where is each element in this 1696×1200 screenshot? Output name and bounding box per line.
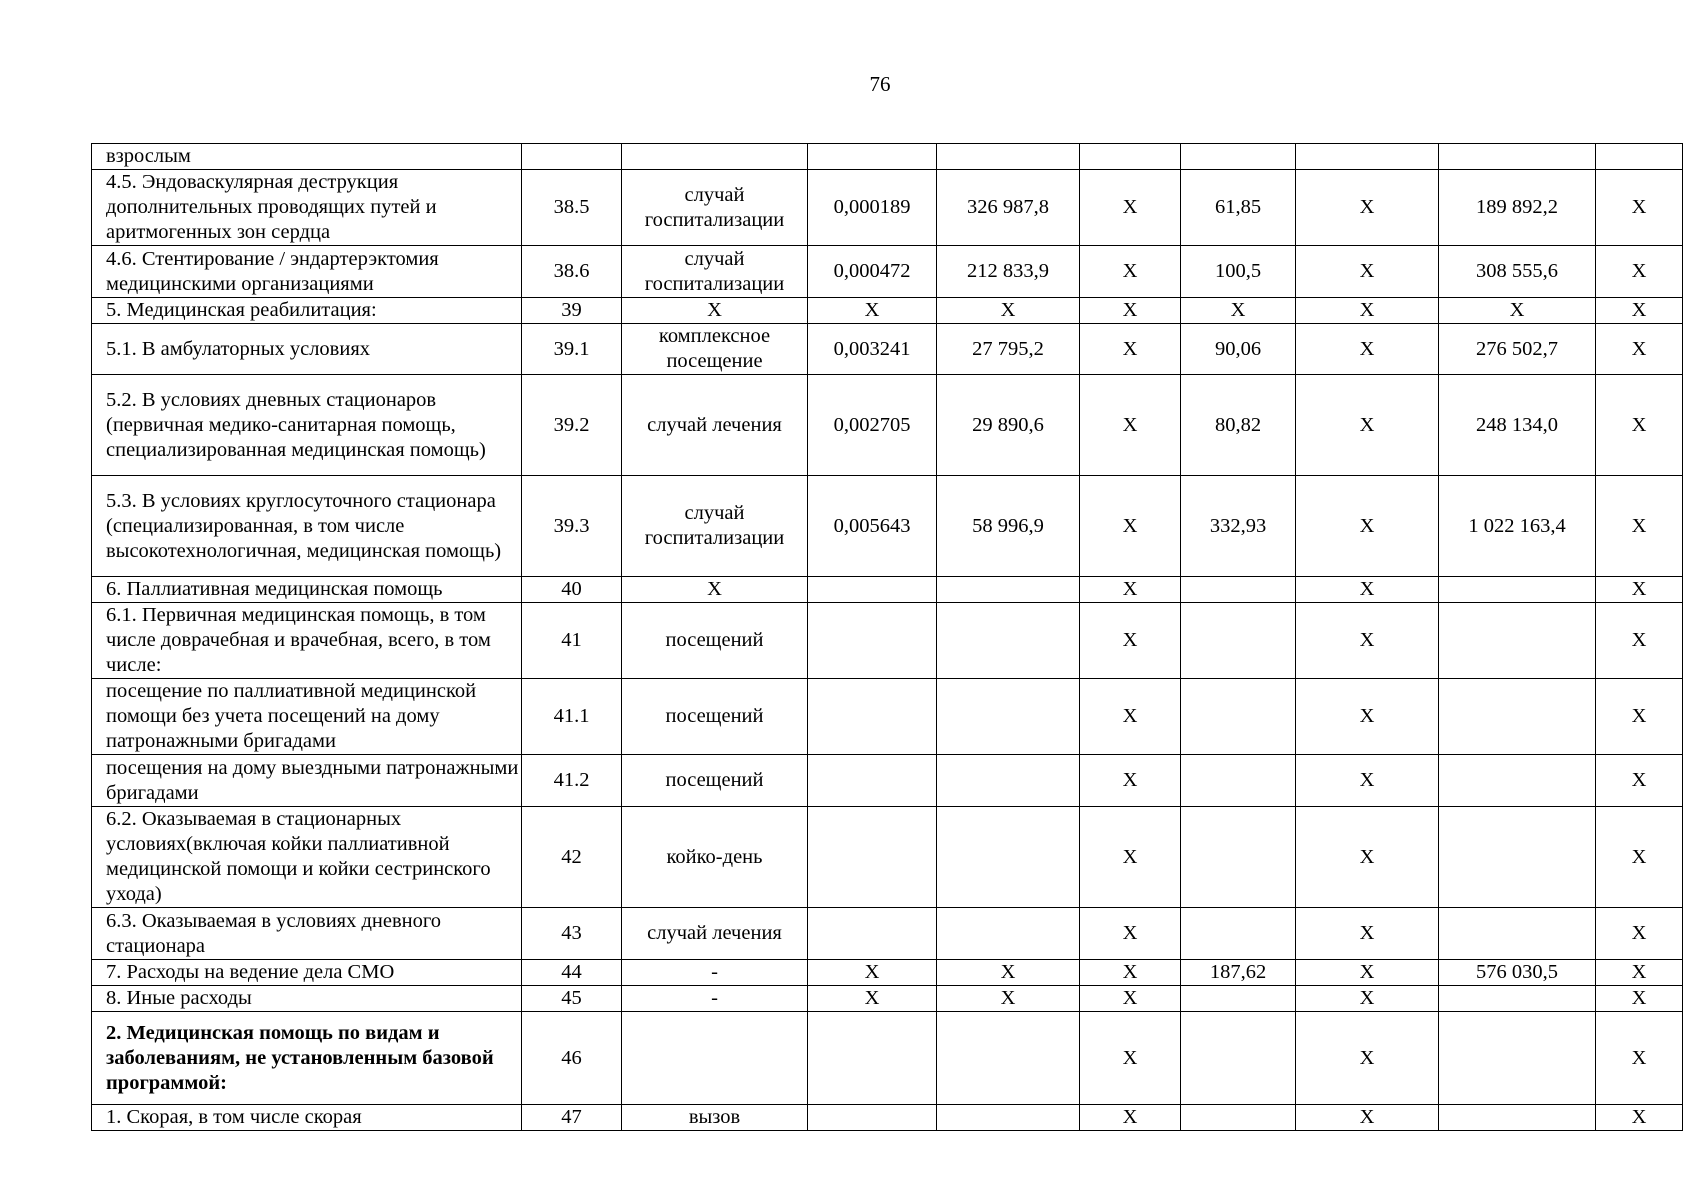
table-cell-col3: X	[622, 577, 808, 603]
table-cell-col9: 1 022 163,4	[1439, 476, 1596, 577]
table-cell-col2: 38.6	[522, 246, 622, 298]
table-cell-col9: 576 030,5	[1439, 960, 1596, 986]
table-cell-col6: X	[1080, 476, 1181, 577]
table-cell-col5	[937, 577, 1080, 603]
table-row	[92, 1105, 1683, 1131]
table-cell-col2: 43	[522, 908, 622, 960]
table-cell-col10	[1596, 144, 1683, 170]
table-row	[92, 1012, 1683, 1105]
table-cell-col5	[937, 807, 1080, 908]
table-cell-col3	[622, 144, 808, 170]
table-cell-col7	[1181, 1105, 1296, 1131]
table-cell-col6: X	[1080, 807, 1181, 908]
row-name-cell: 2. Медицинская помощь по видам и заболеваниям, не установленным базовой программой:	[92, 1012, 522, 1105]
table-cell-col10: X	[1596, 1012, 1683, 1105]
table-cell-col8: X	[1296, 324, 1439, 375]
row-name-cell: 8. Иные расходы	[92, 986, 522, 1012]
table-cell-col4: X	[808, 960, 937, 986]
table-cell-col3: случай госпитализации	[622, 476, 808, 577]
table-cell-col10: X	[1596, 298, 1683, 324]
table-cell-col3: посещений	[622, 603, 808, 679]
table-cell-col8: X	[1296, 375, 1439, 476]
table-cell-col10: X	[1596, 908, 1683, 960]
table-cell-col9	[1439, 144, 1596, 170]
table-cell-col6: X	[1080, 960, 1181, 986]
table-cell-col10: X	[1596, 807, 1683, 908]
table-cell-col5	[937, 755, 1080, 807]
table-cell-col9	[1439, 1012, 1596, 1105]
table-cell-col2	[522, 144, 622, 170]
table-cell-col9: 248 134,0	[1439, 375, 1596, 476]
table-cell-col2: 39	[522, 298, 622, 324]
table-row	[92, 679, 1683, 755]
page-number: 76	[869, 72, 891, 96]
table-row	[92, 298, 1683, 324]
table-cell-col10: X	[1596, 246, 1683, 298]
table-cell-col8: X	[1296, 908, 1439, 960]
table-cell-col5	[937, 144, 1080, 170]
data-table	[91, 143, 1683, 1131]
table-cell-col2: 45	[522, 986, 622, 1012]
table-cell-col7: 80,82	[1181, 375, 1296, 476]
table-cell-col2: 41.1	[522, 679, 622, 755]
table-cell-col7	[1181, 1012, 1296, 1105]
table-row	[92, 577, 1683, 603]
table-cell-col10: X	[1596, 986, 1683, 1012]
table-cell-col8: X	[1296, 679, 1439, 755]
row-name-cell: 7. Расходы на ведение дела СМО	[92, 960, 522, 986]
table-cell-col2: 40	[522, 577, 622, 603]
table-cell-col8: X	[1296, 476, 1439, 577]
table-cell-col3	[622, 1012, 808, 1105]
table-cell-col7	[1181, 807, 1296, 908]
table-cell-col5	[937, 1105, 1080, 1131]
table-cell-col3: -	[622, 960, 808, 986]
table-cell-col7	[1181, 603, 1296, 679]
table-row	[92, 170, 1683, 246]
table-cell-col5: 27 795,2	[937, 324, 1080, 375]
table-cell-col10: X	[1596, 960, 1683, 986]
table-cell-col6: X	[1080, 375, 1181, 476]
table-cell-col5	[937, 1012, 1080, 1105]
table-cell-col7	[1181, 755, 1296, 807]
table-cell-col10: X	[1596, 679, 1683, 755]
table-cell-col5: X	[937, 986, 1080, 1012]
table-cell-col10: X	[1596, 375, 1683, 476]
table-cell-col4: 0,003241	[808, 324, 937, 375]
table-cell-col2: 41.2	[522, 755, 622, 807]
table-body	[92, 144, 1683, 1131]
table-cell-col6: X	[1080, 986, 1181, 1012]
table-cell-col4	[808, 144, 937, 170]
row-name-cell: посещения на дому выездными патронажными бригадами	[92, 755, 522, 807]
table-cell-col8: X	[1296, 1012, 1439, 1105]
table-row	[92, 755, 1683, 807]
table-cell-col9	[1439, 603, 1596, 679]
table-cell-col3: посещений	[622, 755, 808, 807]
row-name-cell: 5.3. В условиях круглосуточного стационара (специализированная, в том числе высокотехнологичная, медицинская помощь)	[92, 476, 522, 577]
table-cell-col6: X	[1080, 170, 1181, 246]
table-cell-col6: X	[1080, 755, 1181, 807]
table-cell-col5: X	[937, 298, 1080, 324]
table-cell-col3: койко-день	[622, 807, 808, 908]
table-cell-col3: случай лечения	[622, 908, 808, 960]
table-cell-col3: X	[622, 298, 808, 324]
table-cell-col8: X	[1296, 170, 1439, 246]
table-cell-col10: X	[1596, 1105, 1683, 1131]
table-cell-col3: посещений	[622, 679, 808, 755]
table-cell-col2: 38.5	[522, 170, 622, 246]
table-cell-col7: 100,5	[1181, 246, 1296, 298]
row-name-cell: 6.3. Оказываемая в условиях дневного стационара	[92, 908, 522, 960]
table-cell-col3: случай госпитализации	[622, 246, 808, 298]
table-cell-col2: 39.2	[522, 375, 622, 476]
table-cell-col7	[1181, 577, 1296, 603]
table-cell-col8: X	[1296, 1105, 1439, 1131]
table-cell-col5: X	[937, 960, 1080, 986]
table-row	[92, 960, 1683, 986]
table-cell-col9	[1439, 986, 1596, 1012]
table-cell-col4: X	[808, 986, 937, 1012]
table-cell-col8: X	[1296, 755, 1439, 807]
table-row	[92, 807, 1683, 908]
table-row	[92, 375, 1683, 476]
table-cell-col4	[808, 908, 937, 960]
table-cell-col3: -	[622, 986, 808, 1012]
row-name-cell: 5. Медицинская реабилитация:	[92, 298, 522, 324]
table-cell-col8: X	[1296, 577, 1439, 603]
table-cell-col9	[1439, 577, 1596, 603]
table-cell-col4	[808, 1012, 937, 1105]
table-cell-col10: X	[1596, 603, 1683, 679]
table-cell-col6: X	[1080, 1012, 1181, 1105]
table-cell-col10: X	[1596, 476, 1683, 577]
table-cell-col2: 39.1	[522, 324, 622, 375]
table-cell-col3: случай госпитализации	[622, 170, 808, 246]
table-cell-col7	[1181, 908, 1296, 960]
table-cell-col6: X	[1080, 324, 1181, 375]
row-name-cell: посещение по паллиативной медицинской помощи без учета посещений на дому патронажными бригадами	[92, 679, 522, 755]
table-cell-col9	[1439, 679, 1596, 755]
table-cell-col6: X	[1080, 577, 1181, 603]
table-cell-col9	[1439, 807, 1596, 908]
table-cell-col8: X	[1296, 603, 1439, 679]
table-row	[92, 908, 1683, 960]
table-cell-col10: X	[1596, 577, 1683, 603]
table-cell-col2: 41	[522, 603, 622, 679]
table-cell-col10: X	[1596, 324, 1683, 375]
table-cell-col8	[1296, 144, 1439, 170]
table-cell-col4	[808, 807, 937, 908]
table-cell-col2: 46	[522, 1012, 622, 1105]
table-cell-col7	[1181, 144, 1296, 170]
table-cell-col5: 58 996,9	[937, 476, 1080, 577]
table-cell-col10: X	[1596, 755, 1683, 807]
row-name-cell: взрослым	[92, 144, 522, 170]
table-cell-col9: 276 502,7	[1439, 324, 1596, 375]
table-cell-col6: X	[1080, 679, 1181, 755]
table-cell-col4: 0,002705	[808, 375, 937, 476]
row-name-cell: 5.1. В амбулаторных условиях	[92, 324, 522, 375]
table-cell-col4: 0,000189	[808, 170, 937, 246]
table-cell-col4	[808, 1105, 937, 1131]
table-cell-col3: вызов	[622, 1105, 808, 1131]
table-cell-col4: 0,005643	[808, 476, 937, 577]
table-cell-col9: 189 892,2	[1439, 170, 1596, 246]
table-cell-col2: 44	[522, 960, 622, 986]
table-row	[92, 246, 1683, 298]
row-name-cell: 4.5. Эндоваскулярная деструкция дополнительных проводящих путей и аритмогенных зон сердца	[92, 170, 522, 246]
table-cell-col5	[937, 679, 1080, 755]
table-row	[92, 324, 1683, 375]
table-cell-col2: 39.3	[522, 476, 622, 577]
table-row	[92, 603, 1683, 679]
table-cell-col5: 29 890,6	[937, 375, 1080, 476]
table-cell-col9: 308 555,6	[1439, 246, 1596, 298]
table-cell-col7: X	[1181, 298, 1296, 324]
table-cell-col8: X	[1296, 807, 1439, 908]
table-row	[92, 476, 1683, 577]
table-cell-col4: 0,000472	[808, 246, 937, 298]
table-cell-col4: X	[808, 298, 937, 324]
table-cell-col4	[808, 679, 937, 755]
row-name-cell: 6.2. Оказываемая в стационарных условиях(включая койки паллиативной медицинской помощи и койки сестринского ухода)	[92, 807, 522, 908]
row-name-cell: 6.1. Первичная медицинская помощь, в том числе доврачебная и врачебная, всего, в том числе:	[92, 603, 522, 679]
table-cell-col4	[808, 755, 937, 807]
table-cell-col7	[1181, 986, 1296, 1012]
table-cell-col4	[808, 577, 937, 603]
table-cell-col2: 42	[522, 807, 622, 908]
table-cell-col5: 212 833,9	[937, 246, 1080, 298]
table-cell-col7	[1181, 679, 1296, 755]
table-row	[92, 986, 1683, 1012]
table-cell-col8: X	[1296, 298, 1439, 324]
table-cell-col7: 90,06	[1181, 324, 1296, 375]
table-cell-col4	[808, 603, 937, 679]
table-cell-col9	[1439, 908, 1596, 960]
table-cell-col6: X	[1080, 908, 1181, 960]
table-cell-col7: 332,93	[1181, 476, 1296, 577]
table-cell-col6: X	[1080, 298, 1181, 324]
table-cell-col6	[1080, 144, 1181, 170]
table-cell-col6: X	[1080, 246, 1181, 298]
table-cell-col3: случай лечения	[622, 375, 808, 476]
table-cell-col5	[937, 908, 1080, 960]
table-cell-col7: 61,85	[1181, 170, 1296, 246]
table-cell-col5: 326 987,8	[937, 170, 1080, 246]
table-cell-col9	[1439, 755, 1596, 807]
table-cell-col9: X	[1439, 298, 1596, 324]
table-cell-col9	[1439, 1105, 1596, 1131]
table-cell-col8: X	[1296, 246, 1439, 298]
table-cell-col8: X	[1296, 960, 1439, 986]
table-cell-col6: X	[1080, 1105, 1181, 1131]
table-cell-col10: X	[1596, 170, 1683, 246]
table-cell-col3: комплексное посещение	[622, 324, 808, 375]
row-name-cell: 6. Паллиативная медицинская помощь	[92, 577, 522, 603]
row-name-cell: 1. Скорая, в том числе скорая	[92, 1105, 522, 1131]
table-cell-col8: X	[1296, 986, 1439, 1012]
table-cell-col7: 187,62	[1181, 960, 1296, 986]
table-row	[92, 144, 1683, 170]
table-cell-col2: 47	[522, 1105, 622, 1131]
table-cell-col6: X	[1080, 603, 1181, 679]
row-name-cell: 4.6. Стентирование / эндартерэктомия медицинскими организациями	[92, 246, 522, 298]
table-cell-col5	[937, 603, 1080, 679]
row-name-cell: 5.2. В условиях дневных стационаров (первичная медико-санитарная помощь, специализированная медицинская помощь)	[92, 375, 522, 476]
